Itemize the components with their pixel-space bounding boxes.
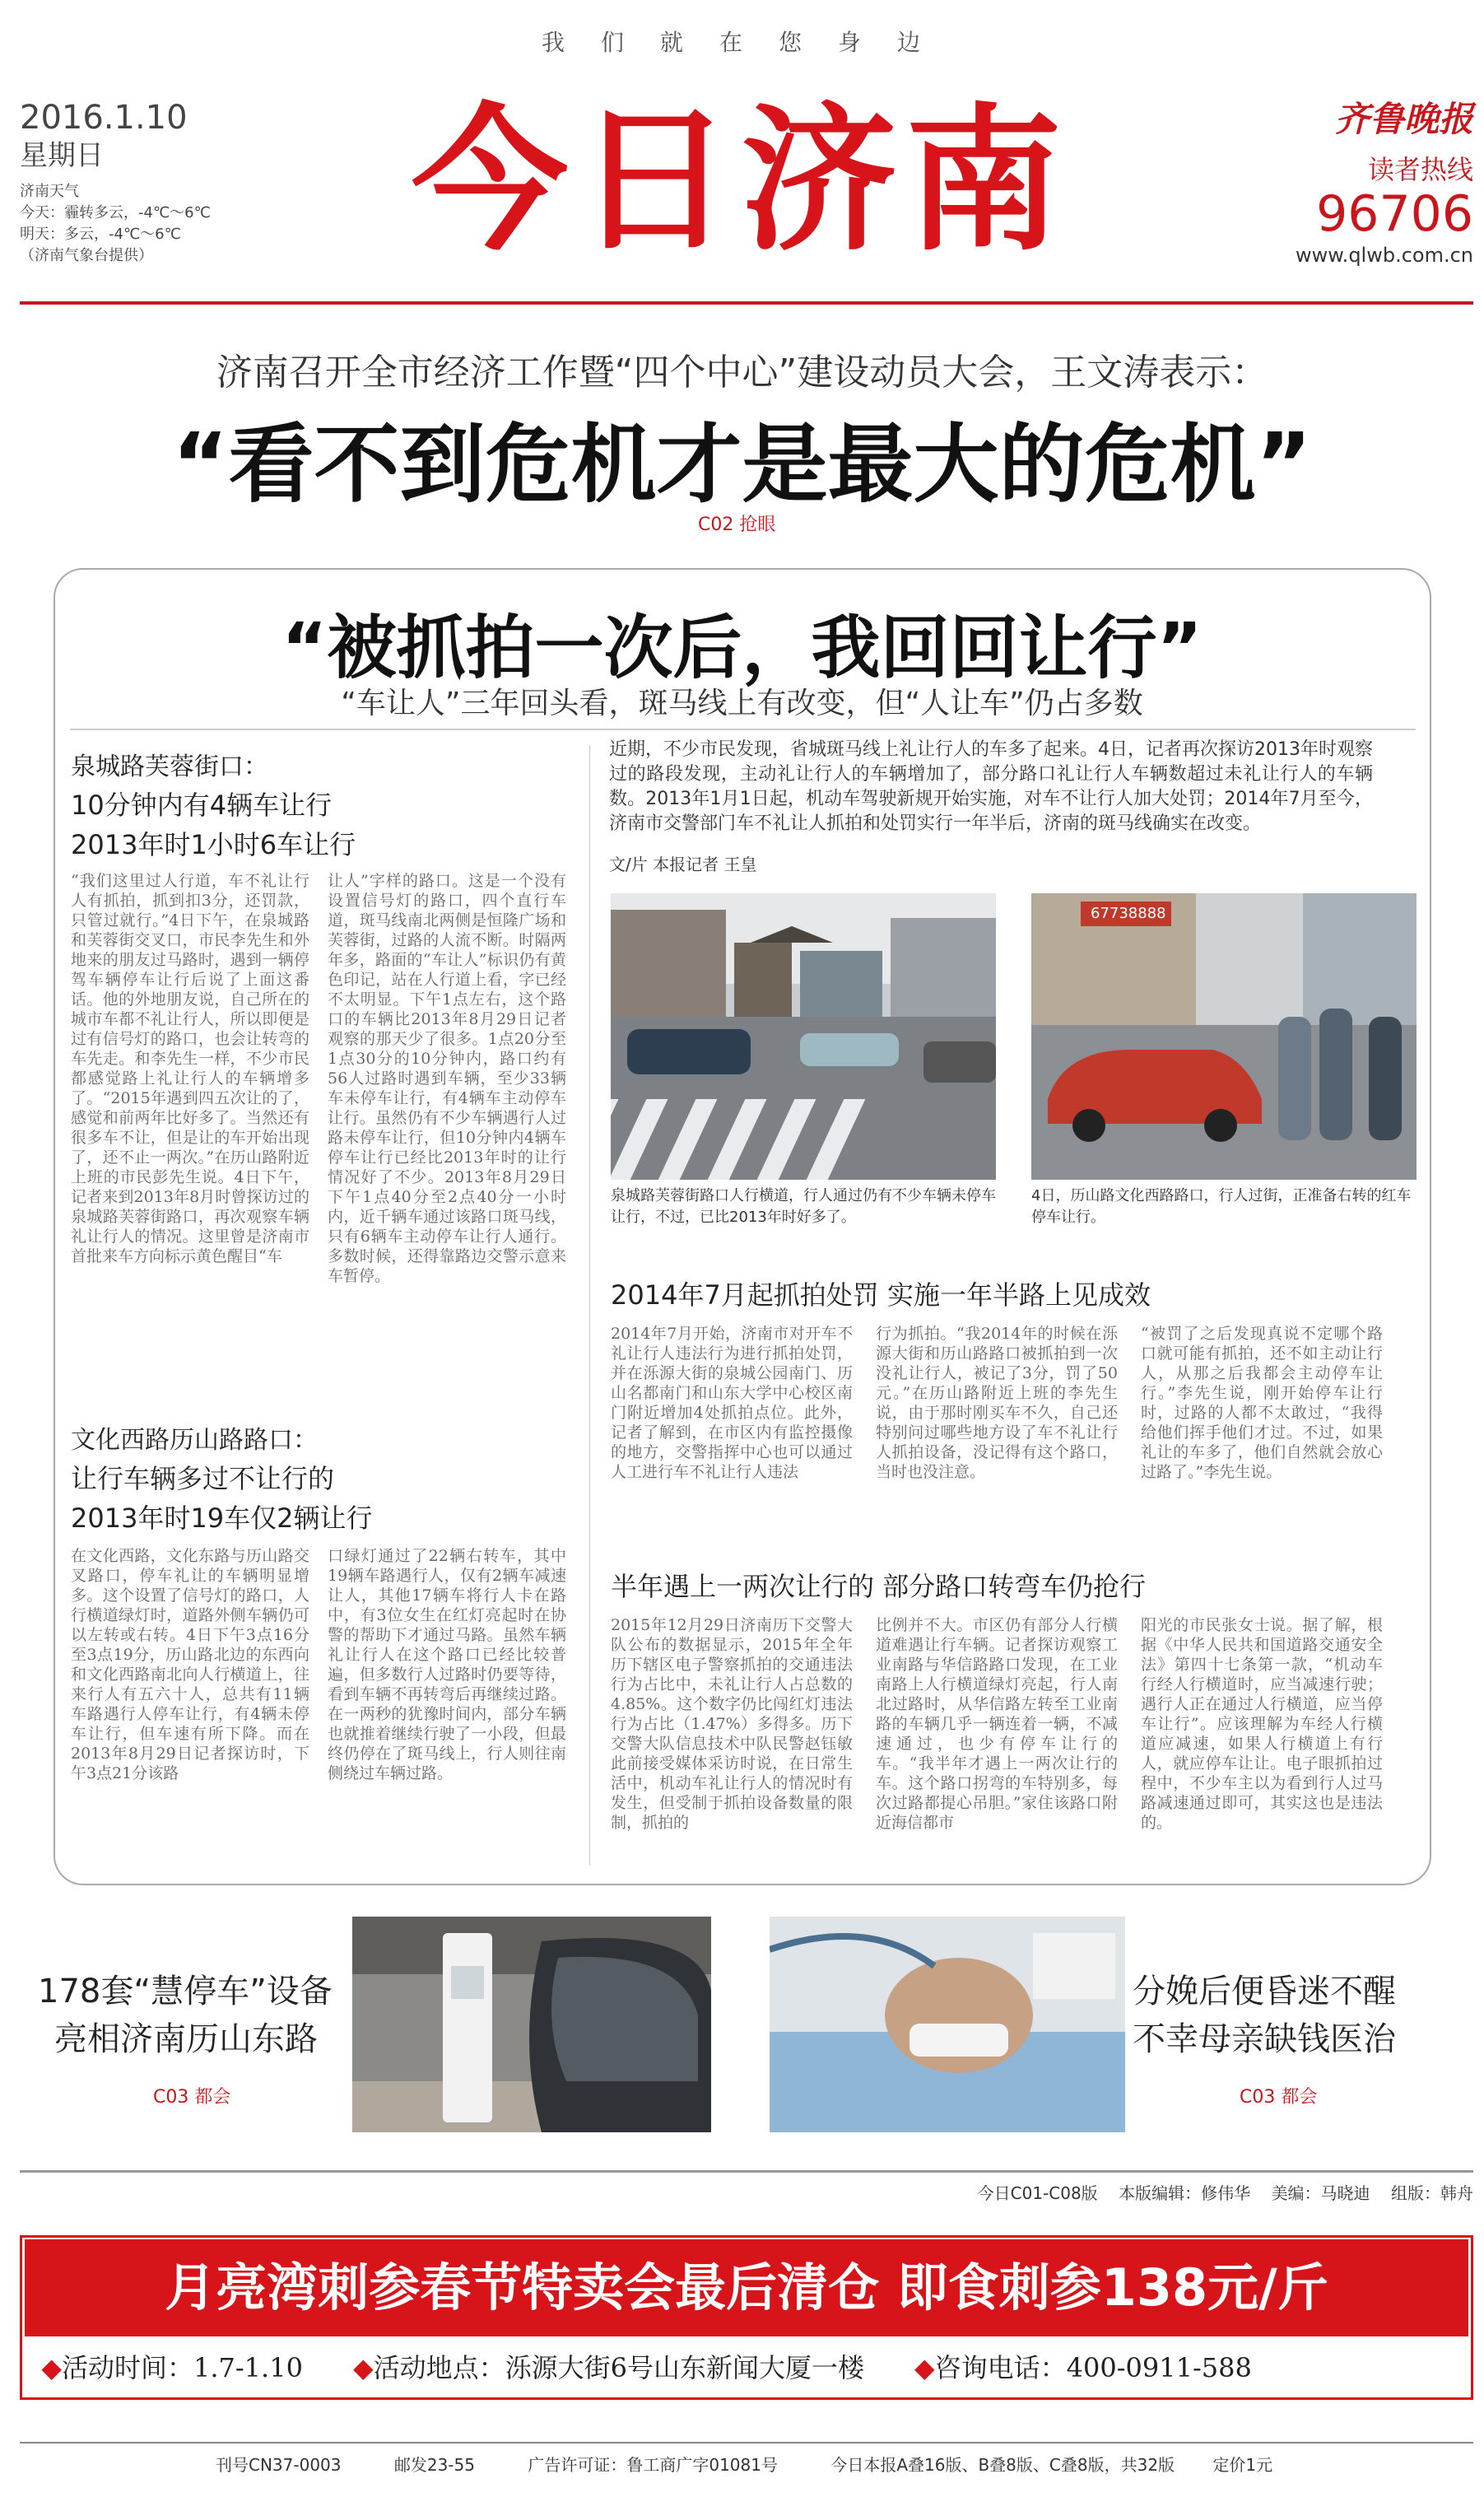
masthead-divider xyxy=(20,301,1473,305)
ad-banner[interactable]: 月亮湾刺参春节特卖会最后清仓 即食刺参138元/斤 xyxy=(25,2239,1468,2336)
diamond-icon: ◆ xyxy=(352,2352,374,2383)
footer-issn: 刊号CN37-0003 xyxy=(216,2455,342,2475)
weather-today: 今天：霾转多云，-4℃～6℃ xyxy=(20,204,211,221)
section2-line1: 文化西路历山路路口： xyxy=(71,1426,318,1455)
promo-right-title2[interactable]: 不幸母亲缺钱医治 xyxy=(1133,2020,1396,2058)
ad-time-value: 1.7-1.10 xyxy=(193,2352,303,2383)
column-divider xyxy=(589,745,590,1865)
lead-kicker: 济南召开全市经济工作暨“四个中心”建设动员大会，王文涛表示： xyxy=(216,352,1268,394)
section2-line3: 2013年时19车仅2辆让行 xyxy=(71,1502,373,1534)
ad-place-label: 活动地点： xyxy=(373,2352,505,2383)
hotline-number: 96706 xyxy=(1316,185,1473,243)
issue-date: 2016.1.10 xyxy=(20,99,188,137)
ad-phone-label: 咨询电话： xyxy=(934,2352,1067,2383)
masthead-slogan: 我们就在您身边 xyxy=(541,29,956,56)
section1-line2: 10分钟内有4辆车让行 xyxy=(71,790,333,821)
section3-column1: 2014年7月开始，济南市对开车不礼让行人违法行为进行抓拍处罚，并在泺源大街的泉城公园南门、历山名都南门和山东大学中心校区南门附近增加4处抓拍点位。此外，记者了解到，在市区内有监控摄像的地方，交警指挥中心也可以通过人工进行车不礼让行人违法 xyxy=(611,1325,853,1481)
photo-furongjie[interactable] xyxy=(611,893,996,1180)
brand-logo: 齐鲁晚报 xyxy=(1334,99,1473,139)
ad-place-value: 泺源大街6号山东新闻大厦一楼 xyxy=(505,2352,864,2383)
section1-heading xyxy=(71,749,565,864)
photo-lishanlu[interactable] xyxy=(1031,893,1417,1180)
footer-edition: 今日本报A叠16版、B叠8版、C叠8版，共32版 xyxy=(830,2455,1175,2475)
promo-right-title1[interactable]: 分娩后便昏迷不醒 xyxy=(1133,1973,1396,2010)
section4-column3: 阳光的市民张女士说。据了解，根据《中华人民共和国道路交通安全法》第四十七条第一款，“机动车行经人行横道时，应当减速行驶；遇行人正在通过人行横道，应当停车让行”。应该理解为车经人行横道应减速，如果人行横道上有行人，就应停车让让。电子眼抓拍过程中，不少车主以为看到行人过马路减速通过即可，其实这也是违法的。 xyxy=(1141,1616,1383,1832)
hotline-label: 读者热线 xyxy=(1367,154,1473,185)
diamond-icon: ◆ xyxy=(914,2352,935,2383)
footer-divider xyxy=(20,2442,1473,2443)
section1-column1: “我们这里过人行道，车不礼让行人有抓拍，抓到扣3分，还罚款，只管过就行。”4日下午，在泉城路和芙蓉街交叉口，市民李先生和外地来的朋友过马路时，遇到一辆停驾车辆停车让行后说了上面这番话。他的外地朋友说，自己所在的城市车都不礼让行人，所以即便是过有信号灯的路口，也会让转弯的车先走。和李先生一样，不少市民都感觉路上礼让行人的车辆增多了。“2015年遇到四五次让的了，感觉和前两年比好多了。当然还有很多车不让，但是让的车开始出现了，还不止一两次。”在历山路附近上班的市民彭先生说。4日下午，记者来到2013年8月时曾探访过的泉城路芙蓉街路口，再次观察车辆礼让行人的情况。这里曾是济南市首批来车方向标示黄色醒目“车 xyxy=(71,872,309,1265)
promo-left-ref[interactable]: C03 都会 xyxy=(153,2087,231,2108)
newspaper-flag: 今日济南 xyxy=(411,90,1070,272)
promo-left-title2[interactable]: 亮相济南历山东路 xyxy=(54,2020,318,2058)
photo2-sign: 67738888 xyxy=(1091,905,1166,922)
section4-column2: 比例并不大。市区仍有部分人行横道难遇让行车辆。记者探访观察工业南路与华信路路口发现，在工业南路上人行横道绿灯亮起，行人南北过路时，从华信路左转至工业南路的车辆几乎一辆连着一辆，不减速通过，也少有停车让行的车。“我半年才遇上一两次让行的车。这个路口拐弯的车特别多，每次过路都提心吊胆。”家住该路口附近海信都市 xyxy=(876,1616,1118,1832)
section2-column1: 在文化西路，文化东路与历山路交叉路口，停车礼让的车辆明显增多。这个设置了信号灯的路口，人行横道绿灯时，道路外侧车辆仍可以左转或右转。4日下午3点16分至3点19分，历山路北边的东西向和文化西路南北向人行横道上，往来行人有五六十人，总共有11辆车路遇行人停车让行，有4辆未停车让行，但车速有所下降。而在2013年8月29日记者探访时，下午3点21分该路 xyxy=(71,1547,309,1782)
feature-divider xyxy=(70,729,1416,730)
weather-title: 济南天气 xyxy=(20,183,79,200)
section2-column2: 口绿灯通过了22辆右转车，其中19辆车路遇行人，仅有2辆车减速让人，其他17辆车将行人卡在路中，有3位女生在红灯亮起时在协警的帮助下才通过马路。虽然车辆礼让行人在这个路口已经比较普遍，但多数行人过路时仍要等待，看到车辆不再转弯后再继续过路。在一两秒的犹豫时间内，部分车辆也就推着继续行驶了一小段，但最终仍停在了斑马线上，行人则往南侧绕过车辆过路。 xyxy=(328,1547,566,1782)
feature-intro: 近期，不少市民发现，省城斑马线上礼让行人的车多了起来。4日，记者再次探访2013年时观察过的路段发现，主动礼让行人的车辆增加了，部分路口礼让行人车辆数超过未礼让行人的车辆数。2013年1月1日起，机动车驾驶新规开始实施，对车不让行人加大处罚；2014年7月至今，济南市交警部门车不礼让人抓拍和处罚实行一年半后，济南的斑马线确实在改变。 xyxy=(609,739,1373,834)
section4-heading: 半年遇上一两次让行的 部分路口转弯车仍抢行 xyxy=(611,1571,1147,1602)
diamond-icon: ◆ xyxy=(41,2352,62,2383)
section2-heading xyxy=(71,1423,565,1538)
footer-license: 广告许可证：鲁工商广字01081号 xyxy=(528,2455,778,2475)
website-link[interactable]: www.qlwb.com.cn xyxy=(1296,244,1473,267)
hotline-block xyxy=(1272,99,1473,270)
section2-line2: 让行车辆多过不让行的 xyxy=(71,1463,335,1494)
lead-page-ref[interactable]: C02 抢眼 xyxy=(698,515,776,535)
section1-column2: 让人”字样的路口。这是一个没有设置信号灯的路口，四个直行车道，斑马线南北两侧是恒隆广场和芙蓉街，过路的人流不断。时隔两年多，路面的“车让人”标识仍有黄色印记，站在人行道上看，字已经不太明显。下午1点左右，这个路口的车辆比2013年8月29日记者观察的那天少了很多。1点20分至1点30分的10分钟内，路口约有56人过路时遇到车辆，至少33辆车未停车让行，有4辆车主动停车让行。虽然仍有不少车辆遇行人过路未停车让行，但10分钟内4辆车停车让行已经比2013年时的让行情况好了不少。2013年8月29日下午1点40分至2点40分一小时内，近千辆车通过该路口斑马线，只有6辆车主动停车让行人通行。多数时候，还得靠路边交警示意来车暂停。 xyxy=(328,872,566,1285)
credits-pages: 今日C01-C08版 xyxy=(977,2183,1098,2203)
section3-column3: “被罚了之后发现真说不定哪个路口就可能有抓拍，还不如主动让行人，从那之后我都会主动停车让行。”李先生说，刚开始停车让行时，过路的人都不太敢过，“我得给他们挥手他们才过。不过，如果礼让的车多了，他们自然就会放心过路了。”李先生说。 xyxy=(1141,1325,1383,1481)
issue-weekday: 星期日 xyxy=(20,139,104,172)
credits-line xyxy=(922,2180,1473,2204)
credits-divider xyxy=(20,2170,1473,2173)
section1-line1: 泉城路芙蓉街口： xyxy=(71,752,268,781)
photo-hospital-mother[interactable] xyxy=(770,1917,1125,2132)
photo2-caption: 4日，历山路文化西路路口，行人过街，正准备右转的红车停车让行。 xyxy=(1031,1187,1412,1226)
weather-source: （济南气象台提供） xyxy=(20,247,153,264)
section3-heading: 2014年7月起抓拍处罚 实施一年半路上见成效 xyxy=(611,1279,1151,1311)
credits-editor: 本版编辑：修伟华 xyxy=(1119,2183,1251,2203)
section3-column2: 行为抓拍。“我2014年的时候在泺源大街和历山路路口被抓拍到一次没礼让行人，被记了3分，罚了50元。”在历山路附近上班的李先生说，由于那时刚买车不久，自己还特别问过哪些地方设了车不礼让行人抓拍设备，没记得有这个路口，当时也没注意。 xyxy=(876,1325,1118,1481)
photo1-caption: 泉城路芙蓉街路口人行横道，行人通过仍有不少车辆未停车让行，不过，已比2013年时好多了。 xyxy=(611,1187,996,1226)
promo-right-ref[interactable]: C03 都会 xyxy=(1240,2087,1318,2108)
feature-title[interactable]: “被抓拍一次后，我回回让行” xyxy=(281,608,1203,688)
credits-art: 美编：马晓迪 xyxy=(1271,2183,1370,2203)
ad-time-label: 活动时间： xyxy=(61,2352,193,2383)
feature-subtitle: “车让人”三年回头看，斑马线上有改变，但“人让车”仍占多数 xyxy=(341,687,1143,720)
date-weather-block xyxy=(20,99,234,267)
section4-column1: 2015年12月29日济南历下交警大队公布的数据显示，2015年全年历下辖区电子警察抓拍的交通违法行为占比中，未礼让行人占总数的4.85%。这个数字仍比闯红灯违法行为占比（1.47%）多得多。历下交警大队信息技术中队民警赵钰敏此前接受媒体采访时说，在日常生活中，机动车礼让行人的情况时有发生，但受制于抓拍设备数量的限制，抓拍的 xyxy=(611,1616,853,1832)
lead-headline[interactable]: “看不到危机才是最大的危机” xyxy=(172,414,1312,515)
footer-price: 定价1元 xyxy=(1212,2455,1273,2475)
section1-line3: 2013年时1小时6车让行 xyxy=(71,829,356,860)
footer-line xyxy=(20,2452,1473,2476)
credits-proof: 组版：韩舟 xyxy=(1391,2183,1473,2203)
ad-phone-value[interactable]: 400-0911-588 xyxy=(1066,2352,1252,2383)
ad-info-row xyxy=(25,2345,1468,2391)
feature-byline: 文/片 本报记者 王皇 xyxy=(609,855,757,874)
promo-left-title1[interactable]: 178套“慧停车”设备 xyxy=(38,1973,333,2010)
photo-parking-meter[interactable] xyxy=(352,1917,711,2132)
weather-tomorrow: 明天：多云，-4℃～6℃ xyxy=(20,226,181,243)
footer-postal: 邮发23-55 xyxy=(393,2455,475,2475)
